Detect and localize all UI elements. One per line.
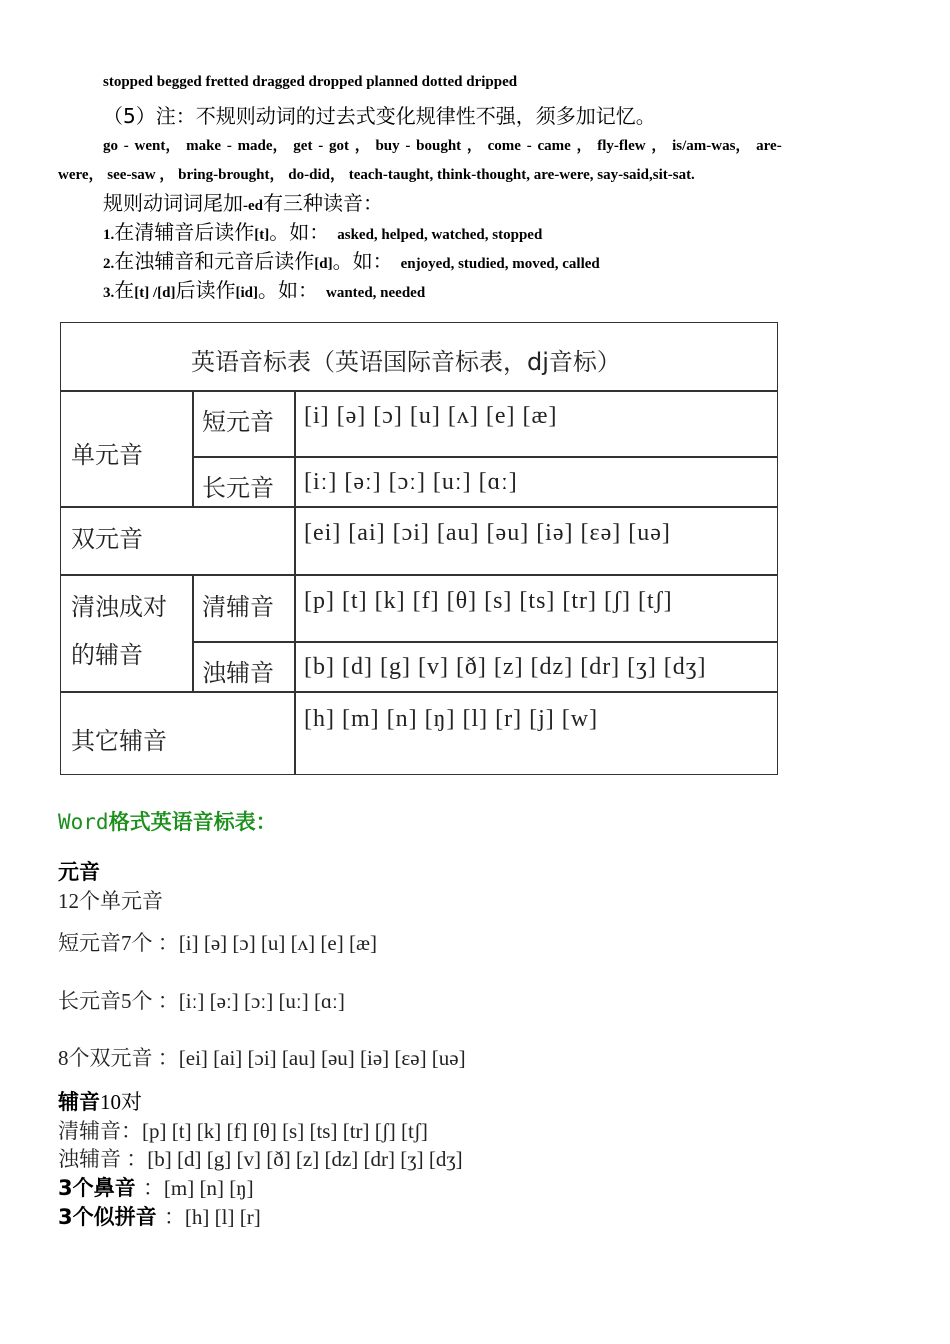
- voiceless-line: 清辅音：[p] [t] [k] [f] [θ] [s] [ts] [tr] [ʃ] [tʃ]: [58, 1119, 428, 1143]
- ed-rule-3: 3.在[t] /[d]后读作[id]。如： wanted, needed: [103, 278, 426, 302]
- long-vowel-ipa: [iː] [əː] [ɔː] [uː] [ɑː]: [304, 469, 518, 495]
- voiced-ipa: [b] [d] [g] [v] [ð] [z] [dz] [dr] [ʒ] [dʒ]: [304, 654, 707, 680]
- long-vowel-line: 长元音5个 ：[iː] [əː] [ɔː] [uː] [ɑː]: [58, 989, 345, 1013]
- diphthong-label: 双元音: [71, 525, 143, 553]
- phonetic-table: [60, 322, 778, 775]
- paired-consonant-label-1: 清浊成对: [71, 593, 167, 621]
- ed-rule-1: 1.在清辅音后读作[t]。如： asked, helped, watched, stopped: [103, 220, 543, 244]
- short-vowel-line: 短元音7个 ：[i] [ə] [ɔ] [u] [ʌ] [e] [æ]: [58, 931, 377, 955]
- paired-consonant-label-2: 的辅音: [71, 641, 143, 669]
- irregular-examples-line-2: were， see-saw ， bring-brought， do-did， teach-taught, think-thought, are-were, say-said,sit-sat.: [58, 167, 695, 183]
- short-vowel-label: 短元音: [202, 408, 274, 436]
- semivowel-line: 3个似拼音 ：[h] [l] [r]: [58, 1205, 261, 1229]
- vowels-title: 元音: [58, 860, 100, 884]
- voiceless-ipa: [p] [t] [k] [f] [θ] [s] [ts] [tr] [ʃ] [tʃ]: [304, 588, 673, 614]
- irregular-note: （5）注：不规则动词的过去式变化规律性不强，须多加记忆。: [103, 104, 656, 128]
- diphthong-line: 8个双元音 ：[ei] [ai] [ɔi] [au] [əu] [iə] [εə] [uə]: [58, 1046, 466, 1070]
- diphthong-ipa: [ei] [ai] [ɔi] [au] [əu] [iə] [εə] [uə]: [304, 520, 671, 546]
- past-tense-examples: stopped begged fretted dragged dropped planned dotted dripped: [103, 74, 518, 90]
- ed-rule-2: 2.在浊辅音和元音后读作[d]。如： enjoyed, studied, moved, called: [103, 249, 600, 273]
- voiceless-label: 清辅音: [202, 593, 274, 621]
- table-title: 英语音标表（英语国际音标表，dj音标）: [191, 348, 621, 376]
- other-consonant-ipa: [h] [m] [n] [ŋ] [l] [r] [j] [w]: [304, 706, 599, 732]
- long-vowel-label: 长元音: [202, 474, 274, 502]
- monophthong-label: 单元音: [71, 441, 143, 469]
- consonant-title: 辅音10对: [58, 1090, 142, 1114]
- irregular-examples-line-1: go - went， make - made， get - got ， buy - bought ， come - came ， fly-flew ， is/am-was， are-: [103, 138, 782, 154]
- ed-pronunciation-title: 规则动词词尾加-ed有三种读音：: [103, 191, 383, 215]
- monophthong-count: 12个单元音: [58, 889, 163, 913]
- short-vowel-ipa: [i] [ə] [ɔ] [u] [ʌ] [e] [æ]: [304, 403, 558, 429]
- voiced-line: 浊辅音 ：[b] [d] [g] [v] [ð] [z] [dz] [dr] [ʒ] [dʒ]: [58, 1147, 463, 1171]
- nasal-line: 3个鼻音 ：[m] [n] [ŋ]: [58, 1176, 254, 1200]
- voiced-label: 浊辅音: [202, 659, 274, 687]
- word-format-heading: Word格式英语音标表：: [58, 810, 277, 834]
- other-consonant-label: 其它辅音: [71, 727, 167, 755]
